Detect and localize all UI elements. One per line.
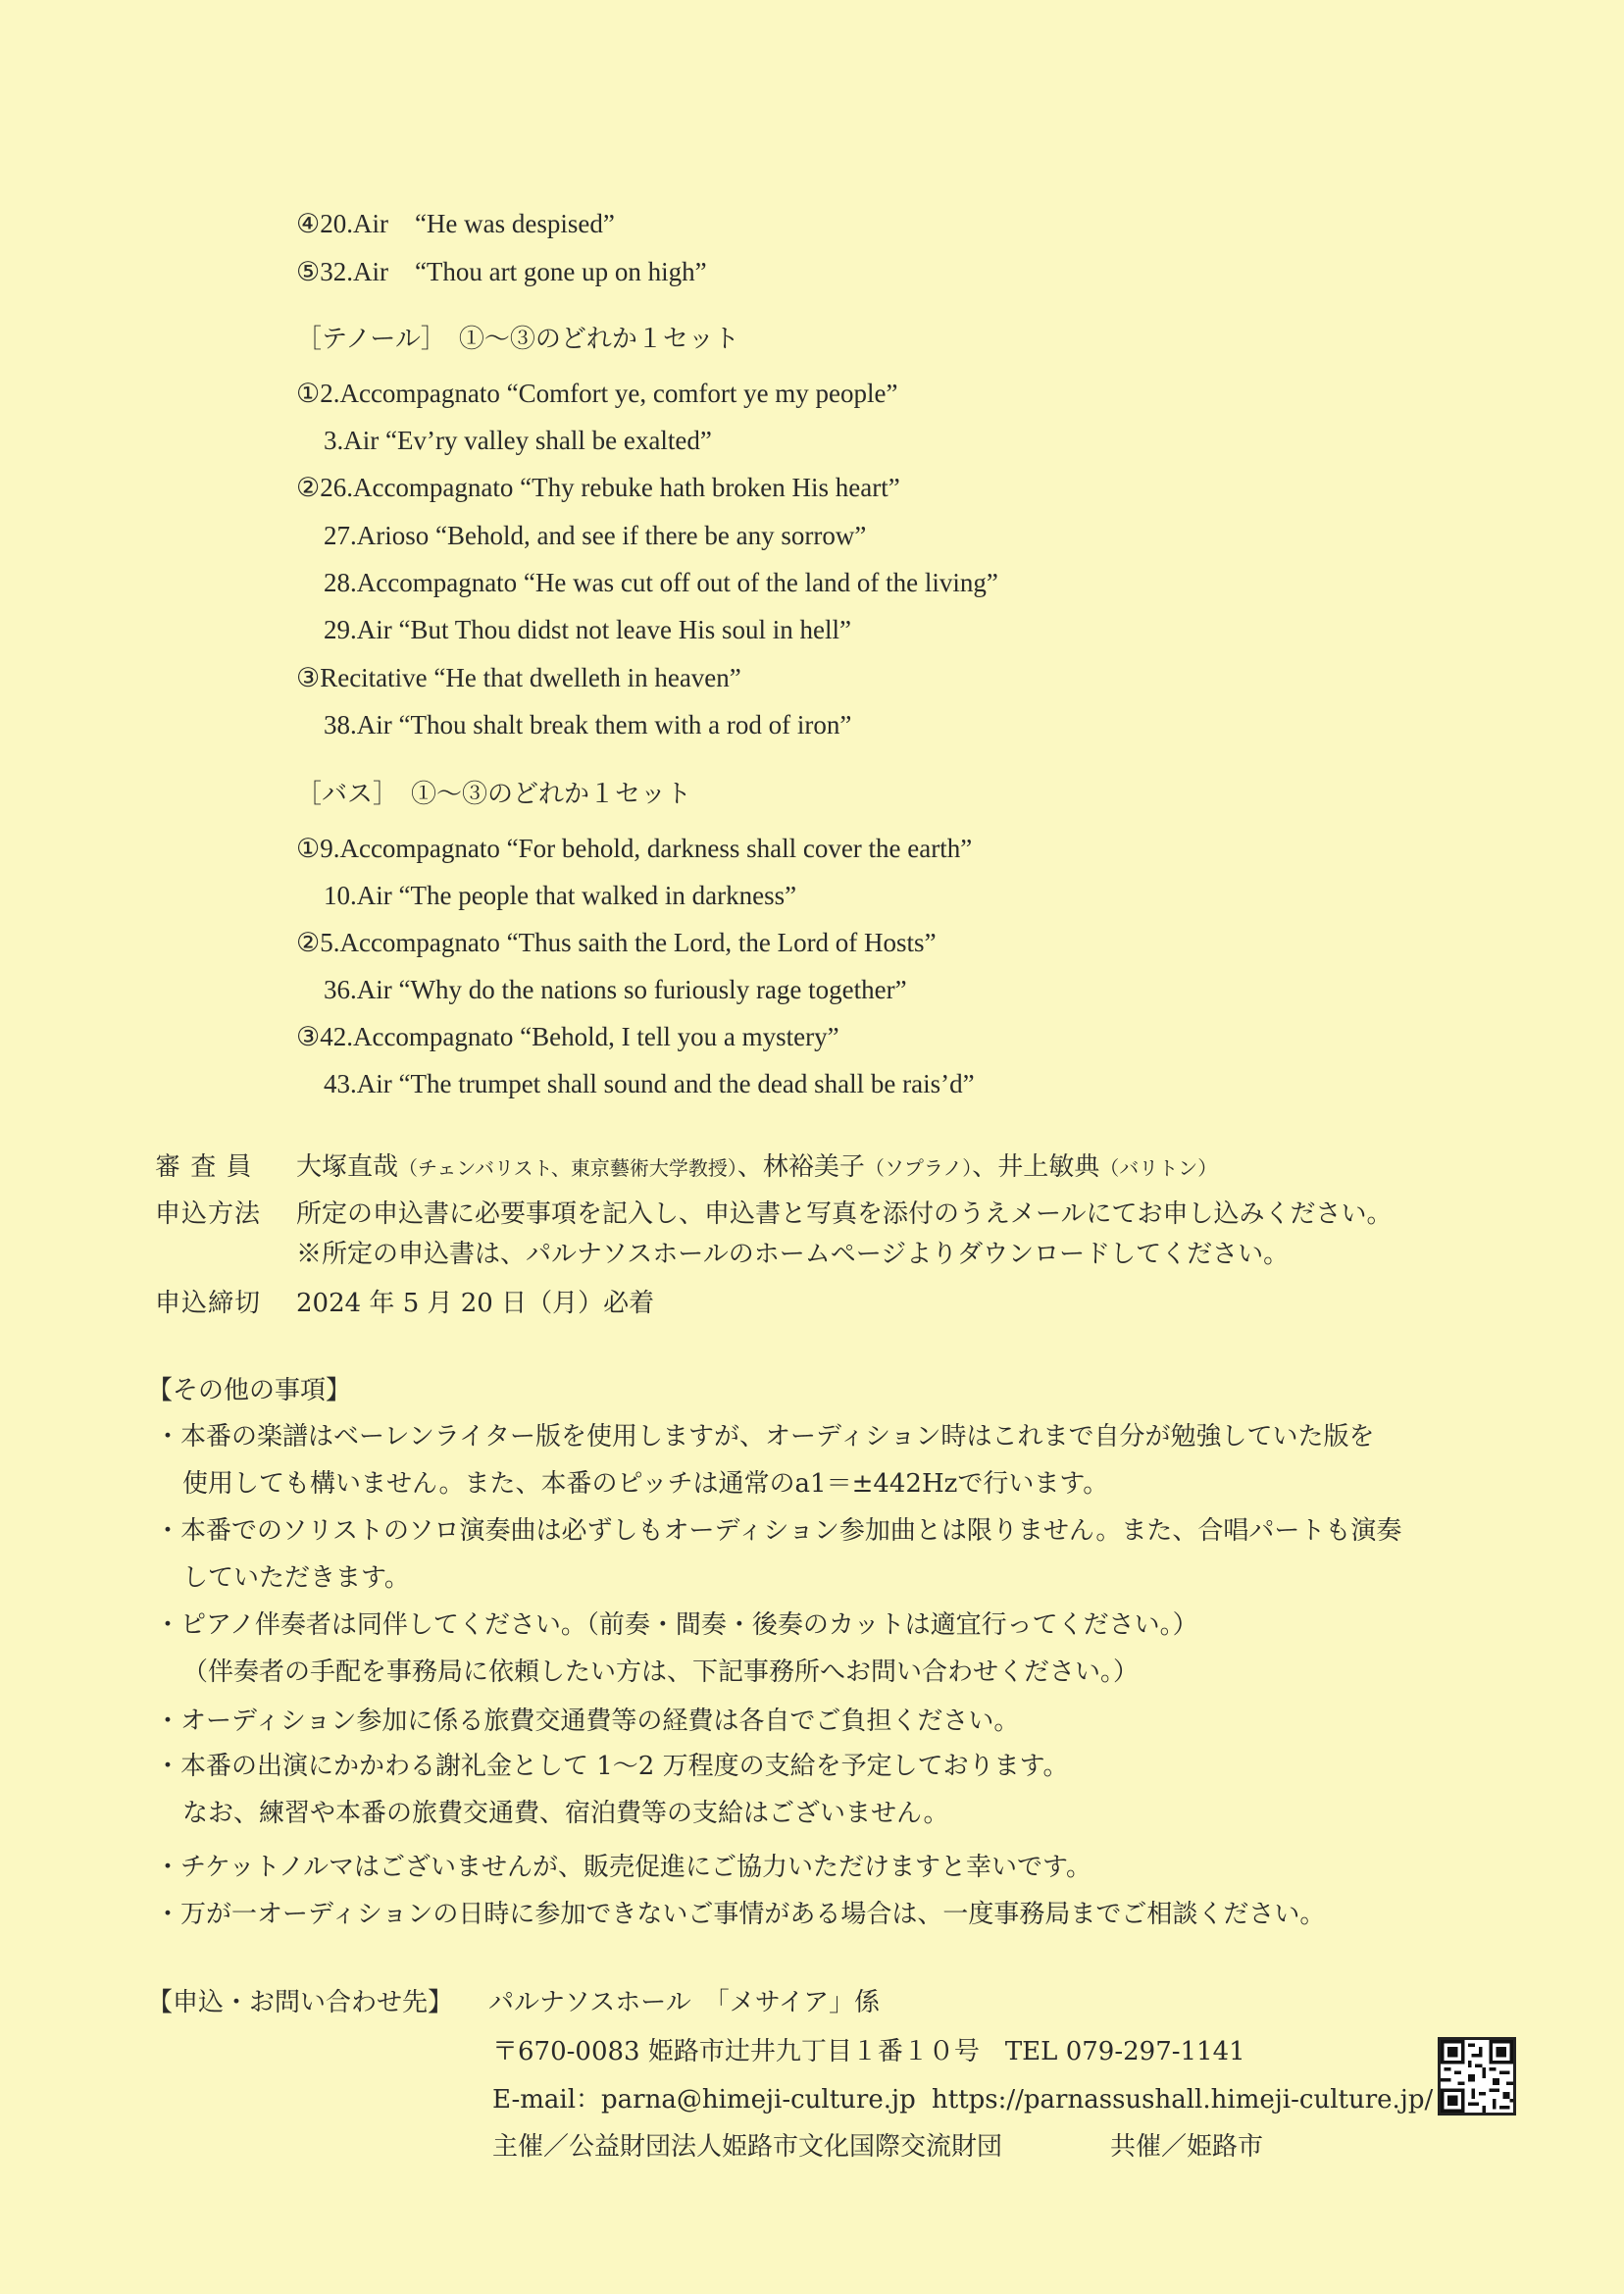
- tenor-item: 3.Air “Ev’ry valley shall be exalted”: [324, 426, 712, 455]
- alto-item-4: ④20.Air “He was despised”: [296, 209, 615, 238]
- contact-org: パルナソスホール 「メサイア」係: [488, 1988, 881, 2017]
- other-line: 使用しても構いません。また、本番のピッチは通常のa1＝±442Hzで行います。: [182, 1469, 1109, 1499]
- judge-note: （バリトン）: [1099, 1156, 1218, 1180]
- other-line: ・本番の出演にかかわる謝礼金として 1～2 万程度の支給を予定しております。: [155, 1752, 1069, 1781]
- bass-item: ②5.Accompagnato “Thus saith the Lord, the Lord of Hosts”: [296, 928, 937, 957]
- method-label: 申込方法: [155, 1199, 262, 1229]
- bass-item: 10.Air “The people that walked in darkness”: [324, 881, 797, 910]
- bass-item: ③42.Accompagnato “Behold, I tell you a mystery”: [296, 1022, 839, 1051]
- judges-label: 審 査 員: [155, 1152, 253, 1182]
- other-title: 【その他の事項】: [147, 1376, 352, 1405]
- deadline-text: 2024 年 5 月 20 日（月）必着: [296, 1289, 655, 1318]
- judges-line: [296, 1150, 1217, 1185]
- contact-label: 【申込・お問い合わせ先】: [147, 1988, 454, 2017]
- sponsor: 主催／公益財団法人姫路市文化国際交流財団: [492, 2132, 1003, 2162]
- deadline-label: 申込締切: [155, 1289, 262, 1318]
- judge-name: 林裕美子: [762, 1152, 865, 1182]
- contact-email[interactable]: E-mail：parna@himeji-culture.jp: [492, 2085, 916, 2115]
- judge-name: 大塚直哉: [296, 1152, 399, 1182]
- bass-item: 43.Air “The trumpet shall sound and the dead shall be rais’d”: [324, 1069, 975, 1098]
- bass-item: ①9.Accompagnato “For behold, darkness shall cover the earth”: [296, 834, 973, 863]
- method-note: ※所定の申込書は、パルナソスホールのホームページよりダウンロードしてください。: [296, 1240, 1290, 1269]
- separator: 、: [972, 1152, 998, 1182]
- other-line: ・万が一オーディションの日時に参加できないご事情がある場合は、一度事務局までご相談ください。: [155, 1900, 1326, 1929]
- other-line: していただきます。: [182, 1563, 410, 1593]
- tenor-item: ③Recitative “He that dwelleth in heaven”: [296, 663, 741, 692]
- bass-header: ［バス］ ①～③のどれか１セット: [296, 780, 692, 809]
- contact-address: 〒670-0083 姫路市辻井九丁目１番１０号 TEL 079-297-1141: [492, 2037, 1245, 2066]
- other-line: ・本番でのソリストのソロ演奏曲は必ずしもオーディション参加曲とは限りません。また、合唱パートも演奏: [155, 1516, 1402, 1546]
- tenor-item: ①2.Accompagnato “Comfort ye, comfort ye my people”: [296, 379, 898, 408]
- separator: 、: [736, 1152, 763, 1182]
- other-line: なお、練習や本番の旅費交通費、宿泊費等の支給はございません。: [182, 1799, 949, 1828]
- tenor-item: 28.Accompagnato “He was cut off out of the land of the living”: [324, 568, 998, 597]
- other-line: （伴奏者の手配を事務局に依頼したい方は、下記事務所へお問い合わせください。）: [182, 1657, 1140, 1687]
- other-line: ・オーディション参加に係る旅費交通費等の経費は各自でご負担ください。: [155, 1707, 1020, 1736]
- tenor-item: 38.Air “Thou shalt break them with a rod of iron”: [324, 710, 852, 739]
- contact-url[interactable]: https://parnassushall.himeji-culture.jp/: [932, 2085, 1434, 2115]
- tenor-item: 29.Air “But Thou didst not leave His soul in hell”: [324, 615, 851, 644]
- qr-code-icon[interactable]: [1438, 2037, 1516, 2116]
- cosponsor: 共催／姫路市: [1110, 2132, 1264, 2162]
- tenor-item: 27.Arioso “Behold, and see if there be any sorrow”: [324, 521, 867, 550]
- tenor-header: ［テノール］ ①～③のどれか１セット: [296, 325, 739, 354]
- method-text: 所定の申込書に必要事項を記入し、申込書と写真を添付のうえメールにてお申し込みください。: [296, 1199, 1393, 1229]
- judge-note: （チェンバリスト、東京藝術大学教授）: [398, 1156, 737, 1180]
- bass-item: 36.Air “Why do the nations so furiously rage together”: [324, 975, 907, 1004]
- other-line: ・本番の楽譜はベーレンライター版を使用しますが、オーディション時はこれまで自分が勉強していた版を: [155, 1422, 1375, 1452]
- judge-note: （ソプラノ）: [864, 1156, 973, 1180]
- tenor-item: ②26.Accompagnato “Thy rebuke hath broken His heart”: [296, 473, 900, 502]
- other-line: ・ピアノ伴奏者は同伴してください。（前奏・間奏・後奏のカットは適宜行ってください。）: [155, 1610, 1198, 1640]
- judge-name: 井上敏典: [997, 1152, 1100, 1182]
- other-line: ・チケットノルマはございませんが、販売促進にご協力いただけますと幸いです。: [155, 1853, 1091, 1882]
- alto-item-5: ⑤32.Air “Thou art gone up on high”: [296, 257, 707, 286]
